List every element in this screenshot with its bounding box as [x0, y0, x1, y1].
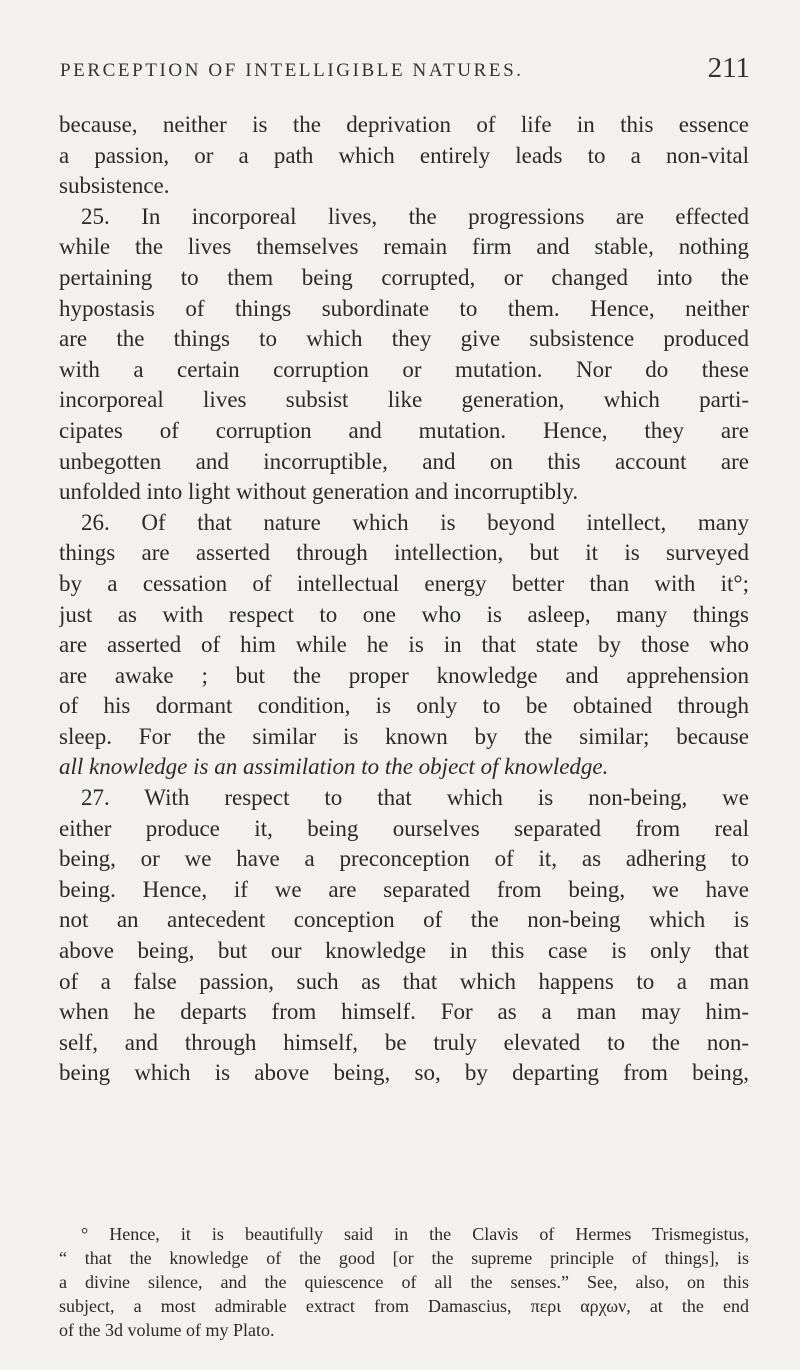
paragraph-26-start: 26. Of that nature which is beyond intellect, many [81, 509, 749, 535]
running-title: PERCEPTION OF INTELLIGIBLE NATURES. [60, 60, 524, 81]
text-line: things are asserted through intellection, but it is surveyed [59, 540, 749, 566]
body-text [59, 110, 749, 1089]
italic-line [59, 752, 749, 783]
text-line: just as with respect to one who is asleep, many things [59, 601, 749, 627]
footnote [59, 1222, 749, 1342]
text-line: incorporeal lives subsist like generation, which parti- [59, 387, 749, 413]
footnote-line: a divine silence, and the quiescence of all the senses.” See, also, on this [59, 1272, 749, 1292]
footnote-line: of the 3d volume of my Plato. [59, 1320, 275, 1340]
text-line: self, and through himself, be truly elevated to the non- [59, 1029, 749, 1055]
text-line: hypostasis of things subordinate to them. Hence, neither [59, 295, 749, 321]
text-line: are asserted of him while he is in that state by those who [59, 632, 749, 658]
running-head [60, 52, 750, 82]
page-number: 211 [707, 52, 750, 84]
text-line: of a false passion, such as that which happens to a man [59, 968, 749, 994]
text-line: cipates of corruption and mutation. Hence, they are [59, 417, 749, 443]
text-line: not an antecedent conception of the non-being which is [59, 907, 749, 933]
text-line: of his dormant condition, is only to be obtained through [59, 693, 749, 719]
footnote-line: subject, a most admirable extract from Damascius, περι αρχων, at the end [59, 1296, 749, 1316]
text-line: are the things to which they give subsistence produced [59, 326, 749, 352]
text-line: a passion, or a path which entirely leads to a non-vital [59, 142, 749, 168]
text-line: while the lives themselves remain firm and stable, nothing [59, 234, 749, 260]
text-line: by a cessation of intellectual energy better than with it°; [59, 570, 749, 596]
text-line: when he departs from himself. For as a man may him- [59, 999, 749, 1025]
text-line: sleep. For the similar is known by the similar; because [59, 723, 749, 749]
text-line: with a certain corruption or mutation. Nor do these [59, 356, 749, 382]
paragraph-27-start: 27. With respect to that which is non-being, we [81, 785, 749, 811]
text-line: are awake ; but the proper knowledge and apprehension [59, 662, 749, 688]
text-line: above being, but our knowledge in this case is only that [59, 938, 749, 964]
text-line: subsistence. [59, 173, 170, 199]
footnote-line: ° Hence, it is beautifully said in the Clavis of Hermes Trismegistus, [81, 1224, 749, 1244]
text-line: being, or we have a preconception of it, as adhering to [59, 846, 749, 872]
text-line: because, neither is the deprivation of life in this essence [59, 112, 749, 137]
text-line: being which is above being, so, by departing from being, [59, 1060, 749, 1086]
text-line: unfolded into light without generation and incorruptibly. [59, 479, 579, 505]
footnote-line: “ that the knowledge of the good [or the supreme principle of things], is [59, 1248, 749, 1268]
text-line: unbegotten and incorruptible, and on this account are [59, 448, 749, 474]
text-line: either produce it, being ourselves separated from real [59, 815, 749, 841]
paragraph-25-start: 25. In incorporeal lives, the progressions are effected [81, 203, 749, 229]
text-line: being. Hence, if we are separated from being, we have [59, 876, 749, 902]
text-line: pertaining to them being corrupted, or changed into the [59, 264, 749, 290]
italic-quote: all knowledge is an assimilation to the object of knowledge. [59, 754, 609, 780]
